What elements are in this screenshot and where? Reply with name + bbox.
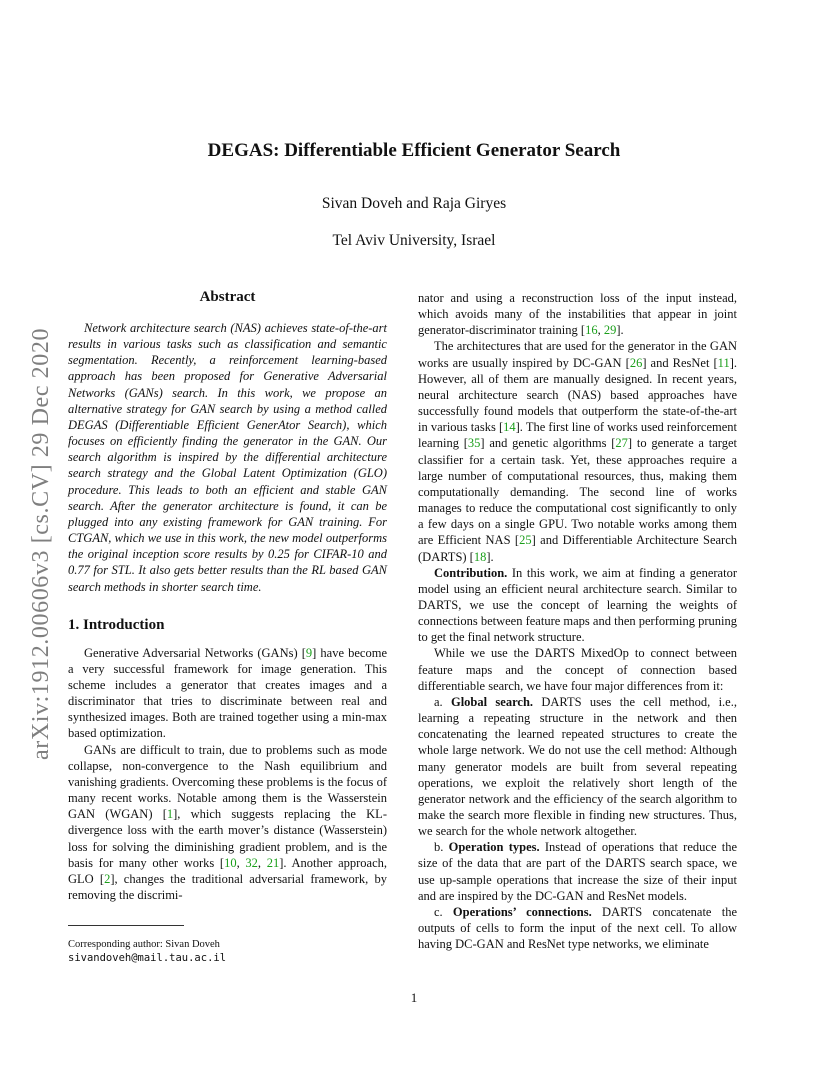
- right-paragraph-operation-types: b. Operation types. Instead of operations that reduce the size of the data that are part of the DARTS search space, we use up-sample operations that increase the size of their input and are inspired by the DC-GAN and ResNet models.: [418, 840, 738, 903]
- authors: Sivan Doveh and Raja Giryes: [321, 195, 507, 212]
- footnote: [68, 925, 387, 965]
- citation-link[interactable]: 32: [245, 855, 258, 870]
- right-paragraph-operations-connections: c. Operations’ connections. DARTS concatenate the outputs of cells to form the input of the next cell. To allow having DC-GAN and ResNet type networks, we eliminate: [418, 904, 737, 952]
- right-paragraph-continued: nator and using a reconstruction loss of the input instead, which avoids many of the instabilities that appear in joint generator-discriminator training [16, 29].: [418, 291, 737, 338]
- citation-link[interactable]: 10: [224, 855, 237, 870]
- affiliation: Tel Aviv University, Israel: [332, 232, 496, 249]
- citation-link[interactable]: 21: [266, 855, 280, 870]
- citation-link[interactable]: 2: [104, 871, 111, 886]
- citation-link[interactable]: 1: [166, 807, 174, 822]
- intro-paragraph-2: GANs are difficult to train, due to problems such as mode collapse, non-convergence to the Nash equilibrium and vanishing gradients. Overcoming these problems is the focus of many recent works. Notable among them is the Wasserstein GAN (WGAN) [1], which suggests replacing the KL-divergence loss with the earth mover’s distance (Wasserstein) loss for solving the diminishing gradient problem, and is the basis for many other works [10, 32, 21]. Another approach, GLO [2], changes the traditional adversarial framework, by removing the discrimi-: [68, 742, 388, 902]
- citation-link[interactable]: 18: [473, 549, 487, 564]
- citation-link[interactable]: 9: [305, 645, 313, 660]
- right-paragraph-global-search: a. Global search. DARTS uses the cell method, i.e., learning a repeating structure in the network and then concatenating the learned repeated structures to create the whole large network. We do not use the cell method: Although many generator models are built from several repeating operations, we exploit the relatively short length of the generator network and the efficiency of the search algorithm to make the search more flexible in finding new structures. Thus, we search for the whole network altogether.: [418, 694, 737, 839]
- intro-paragraph-1: Generative Adversarial Networks (GANs) [9] have become a very successful framework for image generation. This scheme includes a generator that creates images and a discriminator that tries to discriminate between real and synthesized images. Both are trained together using a min-max based optimization.: [68, 645, 387, 741]
- page-number: 1: [410, 990, 418, 1005]
- left-column: [68, 287, 387, 903]
- citation-link[interactable]: 35: [467, 436, 481, 451]
- citation-link[interactable]: 26: [629, 355, 643, 370]
- citation-link[interactable]: 14: [503, 420, 516, 435]
- right-paragraph-architectures: The architectures that are used for the generator in the GAN works are usually inspired by DC-GAN [26] and ResNet [11]. However, all of them are manually designed. In recent years, neural architecture search (NAS) based approaches have successfully found models that outperform the state-of-the-art in various tasks [14]. The first line of works used reinforcement learning [35] and genetic algorithms [27] to generate a target classifier for a certain task. Yet, these approaches require a large number of computational resources, thus, making them computationally demanding. The second line of works manages to reduce the computational cost significantly to only a few days on a single GPU. Two notable works among them are Efficient NAS [25] and Differentiable Architecture Search (DARTS) [18].: [418, 339, 737, 564]
- footnote-corresponding-author: Corresponding author: Sivan Doveh: [68, 939, 220, 950]
- right-paragraph-contribution: Contribution. In this work, we aim at finding a generator model using an efficient neural architecture search. Similar to DARTS, we use the concept of learning the weights of connections between feature maps and then performing pruning to get the final network structure.: [418, 565, 737, 645]
- right-column: [418, 290, 737, 952]
- right-paragraph-differences: While we use the DARTS MixedOp to connect between feature maps and the concept of connection based differentiable search, we have four major differences from it:: [418, 646, 737, 693]
- section-heading-introduction: 1. Introduction: [68, 616, 165, 633]
- abstract-heading: Abstract: [199, 289, 256, 305]
- paper-title: DEGAS: Differentiable Efficient Generator Search: [207, 140, 621, 161]
- contribution-label: Contribution.: [434, 565, 508, 580]
- citation-link[interactable]: 16: [585, 323, 598, 338]
- citation-link[interactable]: 27: [615, 436, 628, 451]
- abstract-text: Network architecture search (NAS) achieves state-of-the-art results in various tasks such as classification and semantic segmentation. Recently, a reinforcement learning-based approach has been proposed for Generative Adversarial Networks (GANs) search. In this work, we propose an alternative strategy for GAN search by using a method called DEGAS (Differentiable Efficient GenerAtor Search), which focuses on efficiently finding the generator in the GAN. Our search algorithm is inspired by the differential architecture search strategy and the Global Latent Optimization (GLO) procedure. This leads to both an efficient and stable GAN search. After the generator architecture is found, it can be plugged into any existing framework for GAN training. For CTGAN, which we use in this work, the new model outperforms the original inception score results by 0.25 for CIFAR-10 and 0.77 for STL. It also gets better results than the RL based GAN search methods in shorter search time.: [68, 321, 387, 594]
- footnote-email[interactable]: sivandoveh@mail.tau.ac.il: [68, 951, 227, 964]
- citation-link[interactable]: 11: [717, 355, 730, 370]
- footnote-divider: [68, 925, 184, 926]
- citation-link[interactable]: 25: [519, 533, 532, 548]
- citation-link[interactable]: 29: [603, 323, 617, 338]
- arxiv-identifier-stamp: arXiv:1912.00606v3 [cs.CV] 29 Dec 2020: [28, 327, 54, 760]
